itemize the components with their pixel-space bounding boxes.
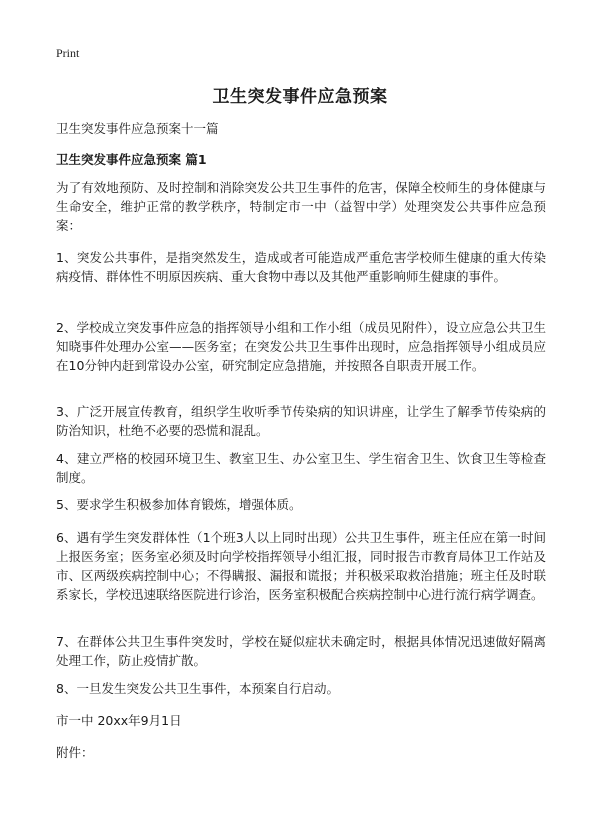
paragraph-item-6: 6、遇有学生突发群体性（1个班3人以上同时出现）公共卫生事件，班主任应在第一时间上报医务室；医务室必须及时向学校指挥领导小组汇报，同时报告市教育局体卫工作站及市、区两级疾病控制中心；不得瞒报、漏报和谎报；并积极采取救治措施；班主任及时联系家长，学校迅速联络医院进行诊治，医务室积极配合疾病控制中心进行流行病学调查。 xyxy=(56,530,546,602)
paragraph-item-4: 4、建立严格的校园环境卫生、教室卫生、办公室卫生、学生宿舍卫生、饮食卫生等检查制度。 xyxy=(56,451,546,485)
attachment-label: 附件： xyxy=(56,745,94,760)
section-heading: 卫生突发事件应急预案 篇1 xyxy=(56,152,207,167)
paragraph-item-8: 8、一旦发生突发公共卫生事件，本预案自行启动。 xyxy=(56,681,339,696)
print-label: Print xyxy=(56,46,80,60)
paragraph-item-7: 7、在群体公共卫生事件突发时，学校在疑似症状未确定时，根据具体情况迅速做好隔离处理工作，防止疫情扩散。 xyxy=(56,634,546,668)
paragraph-item-1: 1、突发公共事件，是指突然发生，造成或者可能造成严重危害学校师生健康的重大传染病疫情、群体性不明原因疾病、重大食物中毒以及其他严重影响师生健康的事件。 xyxy=(56,250,546,284)
paragraph-item-3: 3、广泛开展宣传教育，组织学生收听季节传染病的知识讲座，让学生了解季节传染病的防治知识，杜绝不必要的恐慌和混乱。 xyxy=(56,404,546,438)
paragraph-item-2: 2、学校成立突发事件应急的指挥领导小组和工作小组（成员见附件），设立应急公共卫生知晓事件处理办公室——医务室；在突发公共卫生事件出现时，应急指挥领导小组成员应在10分钟内赶到常设办公室，研究制定应急措施，并按照各自职责开展工作。 xyxy=(56,320,546,373)
paragraph-intro: 为了有效地预防、及时控制和消除突发公共卫生事件的危害，保障全校师生的身体健康与生命安全，维护正常的教学秩序，特制定市一中（益智中学）处理突发公共事件应急预案： xyxy=(56,180,546,233)
date-line: 市一中 20xx年9月1日 xyxy=(56,713,182,728)
paragraph-item-5: 5、要求学生积极参加体育锻炼，增强体质。 xyxy=(56,497,302,512)
document-subtitle: 卫生突发事件应急预案十一篇 xyxy=(56,121,219,136)
document-title: 卫生突发事件应急预案 xyxy=(212,87,388,107)
